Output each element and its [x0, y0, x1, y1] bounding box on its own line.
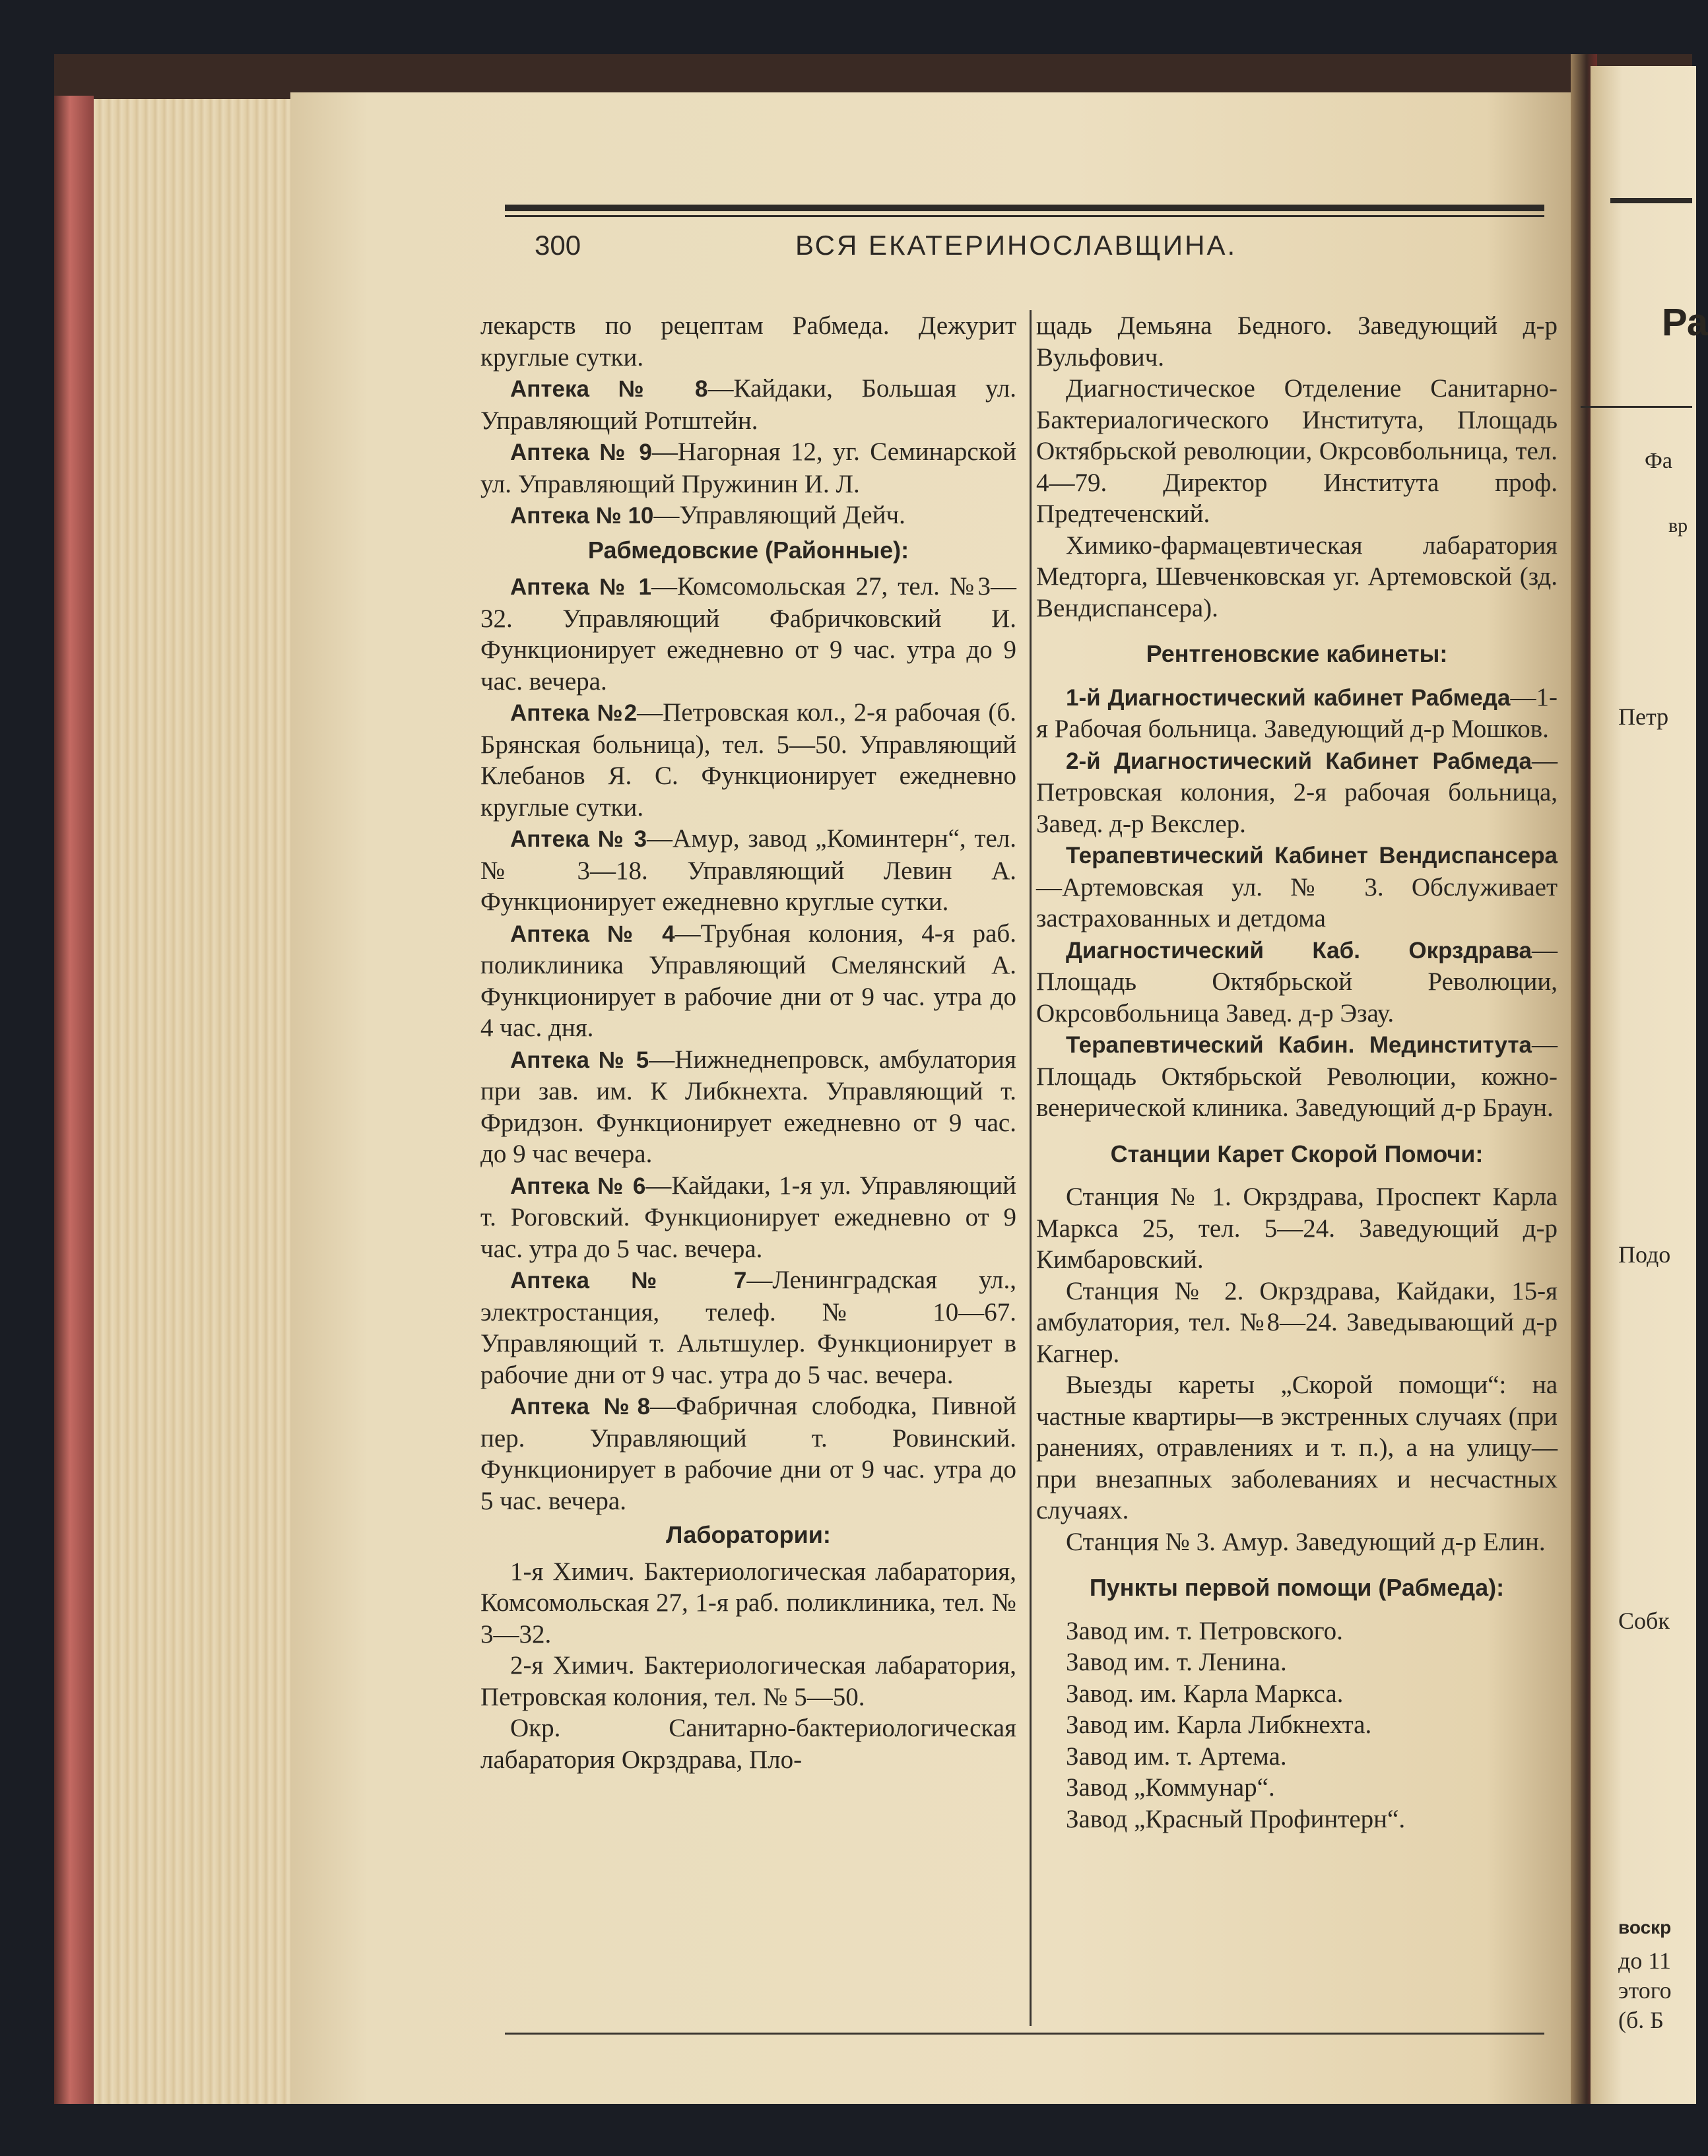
entry-text: —Комсомольская 27, тел. №3—32. Управляющий Фабричковский И. Функционирует ежедневно от 9 час. утра до 9 час. вечера.: [480, 572, 1016, 696]
entry-label: Аптека № 6: [510, 1173, 646, 1199]
next-page-fragment: до 11: [1618, 1947, 1671, 1974]
entry-chem-lab: Химико-фармацевтическая лабаратория Медторга, Шевченковская уг. Артемовской (зд. Вендиспансера).: [1036, 531, 1558, 622]
entry-diag-okrzdrav: [1036, 934, 1558, 1029]
entry-therapy-medinst: [1036, 1029, 1558, 1124]
next-page-rule: [1610, 198, 1692, 203]
entry-raion-8: [480, 1390, 1016, 1517]
entry-pharmacy-10: [480, 500, 1016, 532]
entry-text: —Ленинградская ул., электростанция, телеф. № 10—67. Управляющий т. Альтшулер. Функционирует в рабочие дни от 9 час. утра до 5 час. вечера.: [480, 1266, 1017, 1389]
entry-text: —Артемовская ул. № 3. Обслуживает застрахованных и детдома: [1036, 872, 1558, 932]
entry-text: —Кайдаки, 1-я ул. Управляющий т. Роговский. Функционирует ежедневно от 9 час. утра до 5 час. вечера.: [480, 1171, 1016, 1263]
book-cover-edge: [54, 96, 94, 2104]
list-item: Завод „Красный Профинтерн“.: [1066, 1804, 1406, 1833]
paragraph: лекарств по рецептам Рабмеда. Дежурит круглые сутки.: [480, 311, 1016, 372]
entry-label: Аптека №2: [510, 700, 638, 726]
section-heading-labs: Лаборатории:: [666, 1521, 831, 1548]
entry-text: —1-я Рабочая больница. Заведующий д-р Мошков.: [1036, 682, 1558, 743]
entry-lab-1: 1-я Химич. Бактериологическая лабаратория, Комсомольская 27, 1-я раб. поликлиника, тел. № 3—32.: [480, 1557, 1016, 1649]
entry-therapy-vend: [1036, 839, 1558, 934]
next-page-fragment: Петр: [1618, 703, 1669, 730]
entry-label: Аптека № 10: [510, 503, 654, 529]
entry-station-3: Станция № 3. Амур. Заведующий д-р Елин.: [1066, 1527, 1546, 1556]
header-rule-thick: [505, 205, 1544, 211]
entry-text: —Трубная колония, 4-я раб. поликлиника Управляющий Смелянский А. Функционирует в рабочие дни от 9 час. утра до 4 час. дня.: [480, 919, 1017, 1042]
entry-raion-7: [480, 1264, 1016, 1390]
entry-label: Терапевтический Кабин. Мединститута: [1066, 1032, 1532, 1058]
entry-label: Аптека № 5: [510, 1047, 649, 1073]
entry-lab-2: 2-я Химич. Бактериологическая лабаратория, Петровская колония, тел. № 5—50.: [480, 1651, 1016, 1711]
entry-ambulance-calls: Выезды кареты „Скорой помощи“: на частные квартиры—в экстренных случаях (при ранениях, отравлениях и т. п.), а на улицу—при внезапных заболеваниях и несчастных случаях.: [1036, 1371, 1558, 1524]
entry-text: —Амур, завод „Коминтерн“, тел. № 3—18. Управляющий Левин А. Функционирует ежедневно круглые сутки.: [480, 824, 1016, 916]
entry-label: 1-й Диагностический кабинет Рабмеда: [1066, 684, 1511, 711]
next-page-fragment: этого: [1618, 1977, 1672, 2004]
entry-text: —Кайдаки, Большая ул. Управляющий Ротштейн.: [480, 374, 1017, 435]
next-page-fragment: Ра: [1662, 301, 1708, 344]
entry-label: Аптека № 8: [510, 376, 708, 402]
list-item: Завод. им. Карла Маркса.: [1066, 1679, 1344, 1708]
page-number: 300: [535, 230, 581, 261]
running-title: ВСЯ ЕКАТЕРИНОСЛАВЩИНА.: [795, 230, 1237, 261]
entry-station-1: Станция № 1. Окрздрава, Проспект Карла Маркса 25, тел. 5—24. Заведующий д-р Кимбаровский.: [1036, 1183, 1558, 1274]
footer-rule: [505, 2033, 1544, 2035]
entry-label: Аптека № 1: [510, 574, 651, 600]
entry-text: —Петровская колония, 2-я рабочая больница, Завед. д-р Векслер.: [1036, 746, 1558, 838]
section-heading-xray: Рентгеновские кабинеты:: [1146, 640, 1448, 667]
entry-text: —Нагорная 12, уг. Семинарской ул. Управляющий Пружинин И. Л.: [480, 438, 1016, 498]
entry-text: —Управляющий Дейч.: [653, 501, 905, 529]
entry-label: Аптека № 4: [510, 921, 675, 947]
entry-label: Терапевтический Кабинет Вендиспансера: [1066, 843, 1558, 868]
entry-label: Аптека № 7: [510, 1268, 747, 1293]
entry-lab-okr: Окр. Санитарно-бактериологическая лабаратория Окрздрава, Пло-: [480, 1714, 1016, 1774]
right-page-edge: [1591, 66, 1696, 2104]
entry-text: —Фабричная слободка, Пивной пер. Управляющий т. Ровинский. Функционирует в рабочие дни от 9 час. утра до 5 час. вечера.: [480, 1392, 1016, 1515]
page-stack-edges: [94, 99, 298, 2104]
entry-raion-3: [480, 823, 1016, 918]
next-page-fragment: вр: [1668, 515, 1688, 537]
entry-xray-1: [1036, 682, 1558, 745]
entry-text: —Площадь Октябрьской Революции, Окрсовбольница Завед. д-р Эзау.: [1036, 935, 1558, 1028]
left-column: [480, 310, 1016, 1775]
entry-label: Аптека № 3: [510, 826, 647, 852]
entry-text: —Петровская кол., 2-я рабочая (б. Брянская больница), тел. 5—50. Управляющий Клебанов Я. С. Функционирует ежедневно круглые сутки.: [480, 698, 1016, 822]
entry-text: —Нижнеднепровск, амбулатория при зав. им. К Либкнехта. Управляющий т. Фридзон. Функционирует ежедневно от 9 час. до 9 час вечера.: [480, 1045, 1016, 1168]
list-item: Завод им. т. Ленина.: [1066, 1648, 1287, 1676]
next-page-fragment: Подо: [1618, 1241, 1671, 1268]
list-item: Завод „Коммунар“.: [1066, 1773, 1275, 1802]
next-page-fragment: (б. Б: [1618, 2007, 1664, 2033]
entry-raion-4: [480, 918, 1016, 1044]
section-heading-raion: Рабмедовские (Районные):: [587, 536, 909, 564]
entry-label: Аптека №8: [510, 1394, 651, 1420]
entry-raion-1: [480, 571, 1016, 697]
list-item: Завод им. Карла Либкнехта.: [1066, 1711, 1372, 1739]
section-heading-ambulance: Станции Карет Скорой Помочи:: [1110, 1140, 1484, 1167]
entry-label: Аптека № 9: [510, 440, 652, 465]
section-heading-firstaid: Пункты первой помощи (Рабмеда):: [1089, 1574, 1505, 1601]
paragraph: щадь Демьяна Бедного. Заведующий д-р Вульфович.: [1036, 311, 1558, 372]
next-page-fragment: Собк: [1618, 1608, 1670, 1634]
entry-station-2: Станция № 2. Окрздрава, Кайдаки, 15-я амбулатория, тел. №8—24. Заведывающий д-р Кагнер.: [1036, 1276, 1558, 1368]
next-page-fragment: воскр: [1618, 1917, 1672, 1938]
entry-raion-6: [480, 1170, 1016, 1265]
next-page-rule: [1581, 406, 1692, 408]
list-item: Завод им. т. Петровского.: [1066, 1616, 1343, 1645]
entry-label: Диагностический Каб. Окрздрава: [1066, 937, 1532, 964]
column-divider: [1030, 310, 1032, 2026]
entry-diagnostic-dept: Диагностическое Отделение Санитарно-Бактериалогического Института, Площадь Октябрьской революции, Окрсовбольница, тел. 4—79. Директор Института проф. Предтеченский.: [1036, 374, 1558, 528]
right-column: [1036, 310, 1558, 1835]
list-item: Завод им. т. Артема.: [1066, 1742, 1287, 1771]
entry-pharmacy-9: [480, 436, 1016, 500]
entry-raion-5: [480, 1044, 1016, 1170]
next-page-fragment: Фа: [1645, 449, 1672, 473]
entry-label: 2-й Диагностический Кабинет Рабмеда: [1066, 748, 1532, 774]
entry-raion-2: [480, 697, 1016, 823]
header-rule-thin: [505, 215, 1544, 217]
entry-xray-2: [1036, 745, 1558, 840]
entry-text: —Площадь Октябрьской Революции, кожно-венерической клиника. Заведующий д-р Браун.: [1036, 1030, 1558, 1122]
entry-pharmacy-8: [480, 373, 1016, 436]
